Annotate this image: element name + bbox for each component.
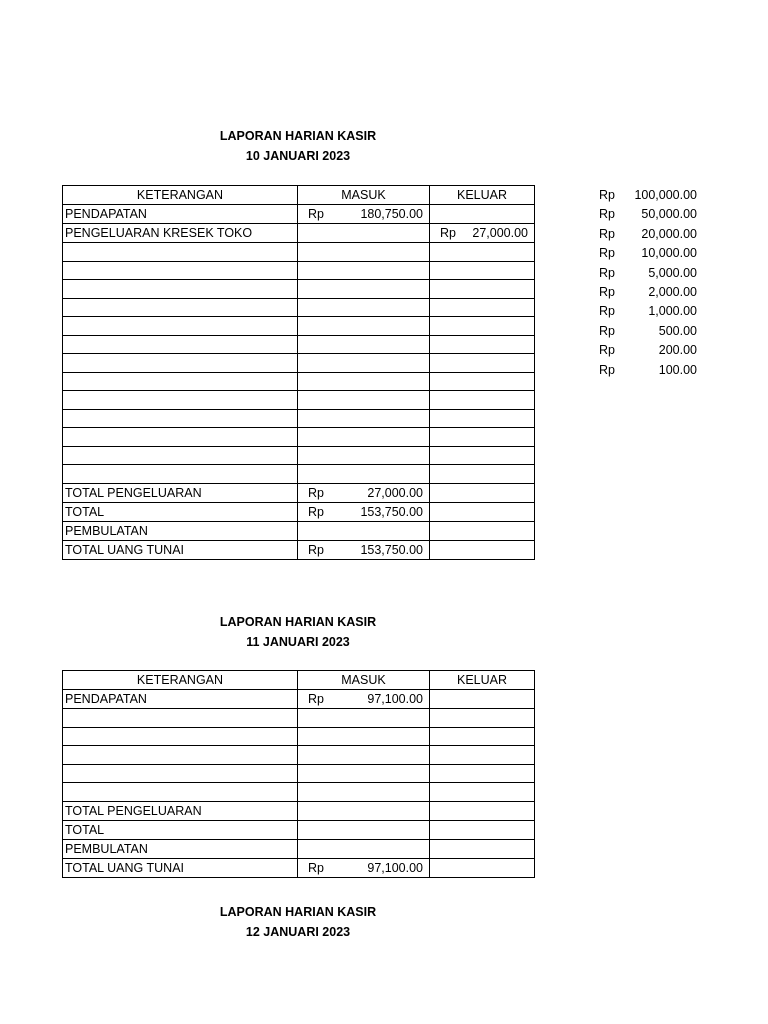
keluar-cell bbox=[430, 446, 535, 465]
column-header-keterangan: KETERANGAN bbox=[63, 671, 298, 690]
row-label bbox=[63, 261, 298, 280]
amount-value: 27,000.00 bbox=[367, 485, 423, 500]
masuk-cell bbox=[298, 354, 430, 373]
denomination-list bbox=[595, 186, 697, 380]
row-label bbox=[63, 298, 298, 317]
table-row bbox=[63, 280, 535, 299]
table-row bbox=[63, 298, 535, 317]
table-row bbox=[63, 391, 535, 410]
keluar-cell bbox=[430, 428, 535, 447]
currency-label: Rp bbox=[599, 304, 615, 319]
row-label bbox=[63, 709, 298, 728]
denomination-row bbox=[595, 225, 697, 244]
denomination-value: 10,000.00 bbox=[641, 246, 697, 261]
table-header-row bbox=[63, 671, 535, 690]
row-label bbox=[63, 727, 298, 746]
masuk-cell bbox=[298, 502, 430, 521]
row-label bbox=[63, 280, 298, 299]
row-label: PENDAPATAN bbox=[63, 205, 298, 224]
row-label bbox=[63, 428, 298, 447]
denomination-value: 100,000.00 bbox=[634, 188, 697, 202]
table-row bbox=[63, 690, 535, 709]
masuk-cell bbox=[298, 858, 430, 877]
masuk-cell bbox=[298, 709, 430, 728]
masuk-cell bbox=[298, 764, 430, 783]
currency-label: Rp bbox=[308, 504, 324, 519]
row-label: TOTAL UANG TUNAI bbox=[63, 858, 298, 877]
report-title: LAPORAN HARIAN KASIR bbox=[219, 905, 377, 919]
denomination-row bbox=[595, 302, 697, 321]
row-label bbox=[63, 446, 298, 465]
denomination-value: 5,000.00 bbox=[648, 265, 697, 280]
row-label bbox=[63, 783, 298, 802]
row-label: PENGELUARAN KRESEK TOKO bbox=[63, 224, 298, 243]
keluar-cell bbox=[430, 280, 535, 299]
currency-label: Rp bbox=[308, 485, 324, 500]
report-1-table bbox=[62, 185, 535, 560]
row-label: PEMBULATAN bbox=[63, 839, 298, 858]
row-label bbox=[63, 746, 298, 765]
table-row bbox=[63, 446, 535, 465]
keluar-cell bbox=[430, 783, 535, 802]
table-row bbox=[63, 839, 535, 858]
keluar-cell bbox=[430, 801, 535, 820]
denomination-value: 200.00 bbox=[658, 343, 697, 358]
currency-label: Rp bbox=[308, 860, 324, 875]
masuk-cell bbox=[298, 746, 430, 765]
keluar-cell bbox=[430, 502, 535, 521]
currency-label: Rp bbox=[599, 362, 615, 377]
keluar-cell bbox=[430, 224, 535, 243]
currency-label: Rp bbox=[599, 207, 615, 222]
table-row bbox=[63, 317, 535, 336]
amount-value: 153,750.00 bbox=[360, 542, 423, 557]
column-header-keluar: KELUAR bbox=[430, 186, 535, 205]
table-row bbox=[63, 727, 535, 746]
denomination-row bbox=[595, 205, 697, 224]
table-row bbox=[63, 483, 535, 502]
denomination-row bbox=[595, 244, 697, 263]
keluar-cell bbox=[430, 261, 535, 280]
masuk-cell bbox=[298, 446, 430, 465]
keluar-cell bbox=[430, 335, 535, 354]
keluar-cell bbox=[430, 409, 535, 428]
row-label bbox=[63, 764, 298, 783]
row-label: TOTAL bbox=[63, 502, 298, 521]
masuk-cell bbox=[298, 727, 430, 746]
table-row bbox=[63, 746, 535, 765]
row-label bbox=[63, 372, 298, 391]
denomination-value: 50,000.00 bbox=[641, 207, 697, 222]
denomination-value: 2,000.00 bbox=[648, 284, 697, 299]
amount-value: 180,750.00 bbox=[360, 207, 423, 221]
table-row bbox=[63, 709, 535, 728]
masuk-cell bbox=[298, 372, 430, 391]
masuk-cell bbox=[298, 243, 430, 262]
row-label bbox=[63, 335, 298, 354]
masuk-cell bbox=[298, 820, 430, 839]
masuk-cell bbox=[298, 465, 430, 484]
keluar-cell bbox=[430, 540, 535, 559]
row-label bbox=[63, 354, 298, 373]
keluar-cell bbox=[430, 298, 535, 317]
denomination-value: 1,000.00 bbox=[648, 304, 697, 319]
amount-value: 97,100.00 bbox=[367, 860, 423, 875]
keluar-cell bbox=[430, 483, 535, 502]
currency-label: Rp bbox=[440, 226, 456, 240]
report-title: LAPORAN HARIAN KASIR bbox=[219, 615, 377, 629]
table-header-row bbox=[63, 186, 535, 205]
row-label: TOTAL PENGELUARAN bbox=[63, 483, 298, 502]
row-label: TOTAL PENGELUARAN bbox=[63, 801, 298, 820]
masuk-cell bbox=[298, 690, 430, 709]
currency-label: Rp bbox=[599, 246, 615, 261]
table-row bbox=[63, 783, 535, 802]
denomination-row bbox=[595, 186, 697, 205]
keluar-cell bbox=[430, 243, 535, 262]
currency-label: Rp bbox=[599, 226, 615, 241]
denomination-row bbox=[595, 264, 697, 283]
keluar-cell bbox=[430, 746, 535, 765]
row-label: PEMBULATAN bbox=[63, 521, 298, 540]
report-date: 11 JANUARI 2023 bbox=[246, 635, 350, 649]
row-label bbox=[63, 243, 298, 262]
column-header-masuk: MASUK bbox=[298, 186, 430, 205]
masuk-cell bbox=[298, 224, 430, 243]
masuk-cell bbox=[298, 483, 430, 502]
masuk-cell bbox=[298, 317, 430, 336]
report-2-table bbox=[62, 670, 535, 878]
masuk-cell bbox=[298, 521, 430, 540]
denomination-value: 100.00 bbox=[658, 362, 697, 377]
column-header-keluar: KELUAR bbox=[430, 671, 535, 690]
masuk-cell bbox=[298, 280, 430, 299]
keluar-cell bbox=[430, 465, 535, 484]
table-row bbox=[63, 354, 535, 373]
table-row bbox=[63, 502, 535, 521]
table-row bbox=[63, 243, 535, 262]
currency-label: Rp bbox=[308, 207, 324, 221]
row-label bbox=[63, 391, 298, 410]
masuk-cell bbox=[298, 839, 430, 858]
keluar-cell bbox=[430, 317, 535, 336]
report-2-title bbox=[62, 612, 534, 652]
table-row bbox=[63, 372, 535, 391]
table-row bbox=[63, 261, 535, 280]
row-label bbox=[63, 465, 298, 484]
table-row bbox=[63, 428, 535, 447]
table-row bbox=[63, 465, 535, 484]
keluar-cell bbox=[430, 764, 535, 783]
report-3-title bbox=[62, 902, 534, 942]
keluar-cell bbox=[430, 372, 535, 391]
table-row bbox=[63, 820, 535, 839]
keluar-cell bbox=[430, 205, 535, 224]
column-header-masuk: MASUK bbox=[298, 671, 430, 690]
currency-label: Rp bbox=[308, 692, 324, 706]
denomination-row bbox=[595, 341, 697, 360]
keluar-cell bbox=[430, 839, 535, 858]
denomination-value: 20,000.00 bbox=[641, 226, 697, 241]
masuk-cell bbox=[298, 261, 430, 280]
keluar-cell bbox=[430, 521, 535, 540]
denomination-row bbox=[595, 322, 697, 341]
denomination-row bbox=[595, 283, 697, 302]
masuk-cell bbox=[298, 409, 430, 428]
table-row bbox=[63, 521, 535, 540]
table-row bbox=[63, 224, 535, 243]
table-row bbox=[63, 858, 535, 877]
report-date: 10 JANUARI 2023 bbox=[245, 149, 351, 163]
masuk-cell bbox=[298, 783, 430, 802]
table-row bbox=[63, 540, 535, 559]
currency-label: Rp bbox=[599, 343, 615, 358]
report-1-title bbox=[62, 126, 534, 166]
keluar-cell bbox=[430, 858, 535, 877]
currency-label: Rp bbox=[599, 265, 615, 280]
denomination-value: 500.00 bbox=[658, 323, 697, 338]
table-row bbox=[63, 801, 535, 820]
row-label bbox=[63, 409, 298, 428]
table-row bbox=[63, 205, 535, 224]
table-row bbox=[63, 409, 535, 428]
currency-label: Rp bbox=[308, 542, 324, 557]
keluar-cell bbox=[430, 820, 535, 839]
masuk-cell bbox=[298, 205, 430, 224]
row-label: PENDAPATAN bbox=[63, 690, 298, 709]
keluar-cell bbox=[430, 690, 535, 709]
currency-label: Rp bbox=[599, 188, 615, 202]
keluar-cell bbox=[430, 354, 535, 373]
masuk-cell bbox=[298, 391, 430, 410]
column-header-keterangan: KETERANGAN bbox=[63, 186, 298, 205]
table-row bbox=[63, 764, 535, 783]
amount-value: 153,750.00 bbox=[360, 504, 423, 519]
masuk-cell bbox=[298, 428, 430, 447]
row-label: TOTAL UANG TUNAI bbox=[63, 540, 298, 559]
row-label: TOTAL bbox=[63, 820, 298, 839]
denomination-row bbox=[595, 361, 697, 380]
currency-label: Rp bbox=[599, 323, 615, 338]
row-label bbox=[63, 317, 298, 336]
table-row bbox=[63, 335, 535, 354]
amount-value: 97,100.00 bbox=[367, 692, 423, 706]
report-title: LAPORAN HARIAN KASIR bbox=[219, 129, 377, 143]
keluar-cell bbox=[430, 727, 535, 746]
masuk-cell bbox=[298, 298, 430, 317]
masuk-cell bbox=[298, 335, 430, 354]
masuk-cell bbox=[298, 801, 430, 820]
keluar-cell bbox=[430, 709, 535, 728]
keluar-cell bbox=[430, 391, 535, 410]
report-date: 12 JANUARI 2023 bbox=[245, 925, 351, 939]
amount-value: 27,000.00 bbox=[472, 226, 528, 240]
currency-label: Rp bbox=[599, 284, 615, 299]
masuk-cell bbox=[298, 540, 430, 559]
